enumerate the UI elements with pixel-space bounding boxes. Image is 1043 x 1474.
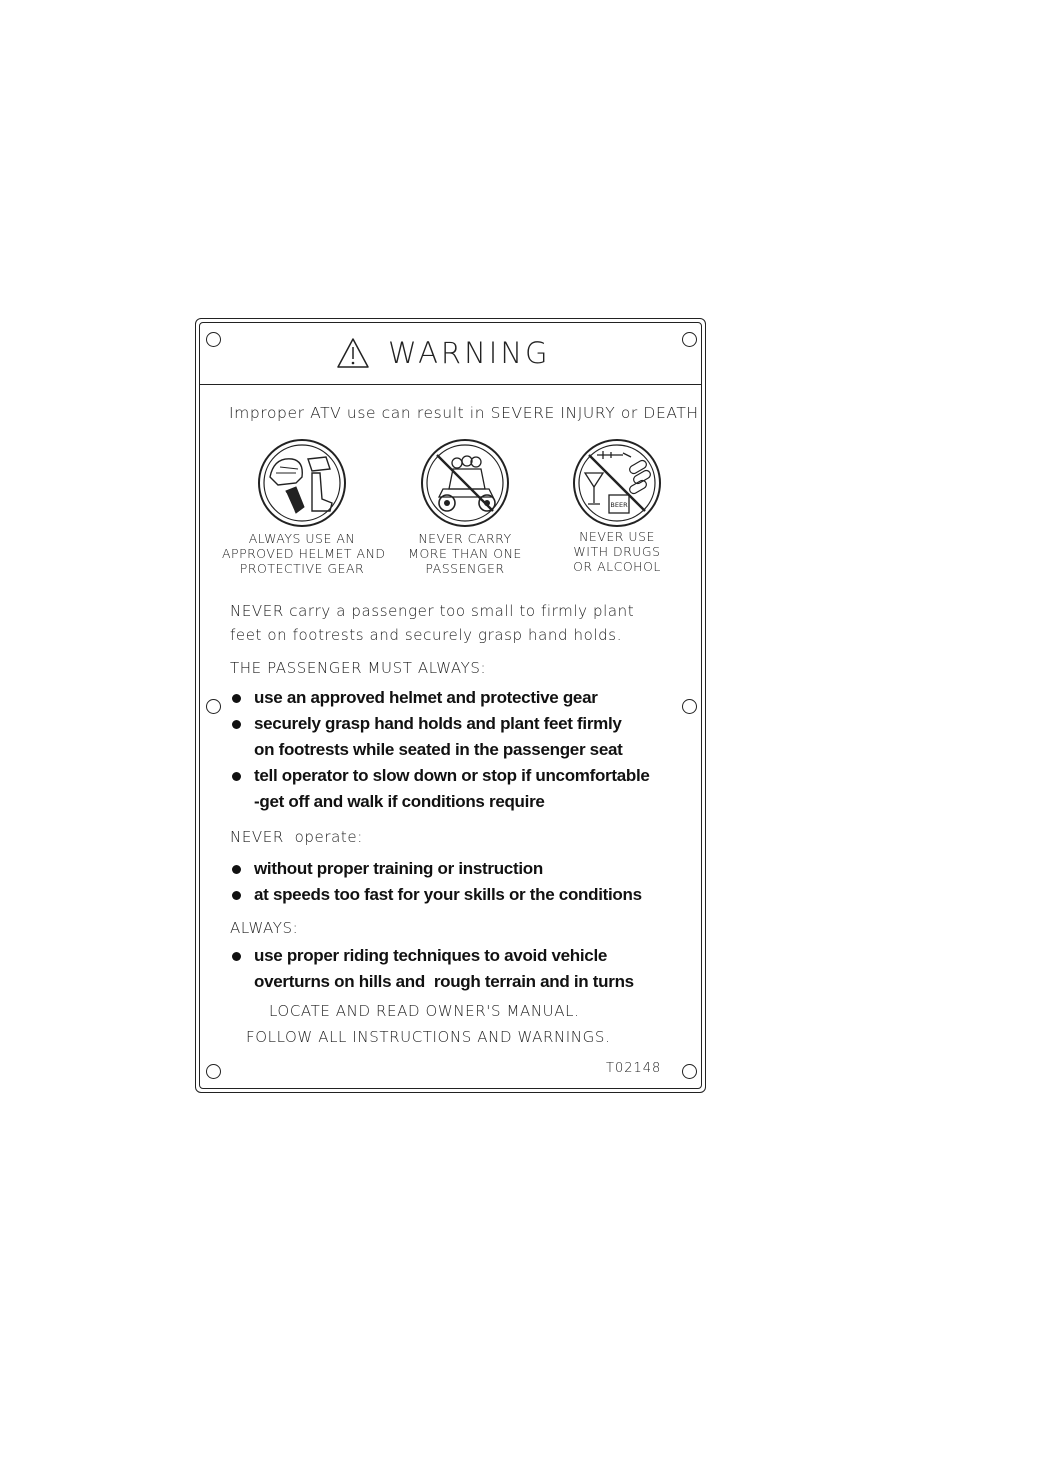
never-heading: NEVER operate:	[230, 828, 363, 846]
pictogram-passenger-caption	[385, 531, 545, 576]
pictogram-helmet	[222, 437, 386, 576]
caption-line: APPROVED HELMET AND	[222, 546, 386, 561]
pictogram-drugs-alcohol	[537, 437, 697, 574]
mounting-hole-top-left	[206, 332, 221, 347]
caption-line: MORE THAN ONE	[408, 546, 522, 561]
bullet-text	[254, 711, 623, 763]
bullet-line: securely grasp hand holds and plant feet firmly	[254, 714, 622, 733]
label-header	[336, 333, 551, 373]
passenger-note	[230, 599, 634, 647]
bullet-line: overturns on hills and rough terrain and in turns	[254, 972, 634, 991]
part-code: T02148	[606, 1061, 662, 1076]
bullet-text	[254, 763, 650, 815]
warning-triangle-icon	[336, 337, 370, 369]
pictogram-drugs-caption	[537, 529, 697, 574]
bullet-line: -get off and walk if conditions require	[254, 792, 545, 811]
bullet-dot	[232, 952, 241, 961]
mounting-hole-middle-left	[206, 699, 221, 714]
pictogram-passenger	[385, 437, 545, 576]
pictogram-row	[196, 437, 707, 587]
caption-line: NEVER CARRY	[418, 531, 512, 546]
passenger-heading: THE PASSENGER MUST ALWAYS:	[230, 659, 487, 677]
caption-line: PASSENGER	[425, 561, 505, 576]
no-drugs-alcohol-icon	[571, 437, 663, 529]
caption-line: OR ALCOHOL	[573, 559, 661, 574]
bullet-line: tell operator to slow down or stop if uncomfortable	[254, 766, 650, 785]
bullet-text: use an approved helmet and protective gear	[254, 688, 598, 707]
warning-label-plate	[195, 318, 706, 1093]
mounting-hole-bottom-right	[682, 1064, 697, 1079]
mounting-hole-bottom-left	[206, 1064, 221, 1079]
helmet-protective-gear-icon	[256, 437, 348, 529]
footer-line-1: LOCATE AND READ OWNER'S MANUAL.	[269, 1002, 580, 1020]
bullet-dot	[232, 694, 241, 703]
bullet-dot	[232, 891, 241, 900]
bullet-dot	[232, 865, 241, 874]
bullet-text: without proper training or instruction	[254, 859, 543, 878]
bullet-line: on footrests while seated in the passenger seat	[254, 740, 623, 759]
caption-line: WITH DRUGS	[573, 544, 661, 559]
bullet-text	[254, 943, 634, 995]
passenger-note-line: feet on footrests and securely grasp hand holds.	[230, 626, 623, 644]
bullet-line: use proper riding techniques to avoid vehicle	[254, 946, 608, 965]
label-title: WARNING	[388, 336, 551, 370]
bullet-dot	[232, 720, 241, 729]
intro-text: Improper ATV use can result in SEVERE INJURY or DEATH	[229, 404, 699, 422]
caption-line: PROTECTIVE GEAR	[239, 561, 365, 576]
passenger-note-line: NEVER carry a passenger too small to firmly plant	[230, 602, 635, 620]
caption-line: ALWAYS USE AN	[248, 531, 356, 546]
caption-line: NEVER USE	[579, 529, 655, 544]
bullet-text: at speeds too fast for your skills or the conditions	[254, 885, 642, 904]
bullet-dot	[232, 772, 241, 781]
header-divider	[200, 384, 701, 385]
always-heading: ALWAYS:	[230, 919, 299, 937]
mounting-hole-middle-right	[682, 699, 697, 714]
no-extra-passenger-icon	[419, 437, 511, 529]
mounting-hole-top-right	[682, 332, 697, 347]
pictogram-helmet-caption	[222, 531, 386, 576]
beer-can-text: BEER	[610, 501, 628, 509]
footer-line-2: FOLLOW ALL INSTRUCTIONS AND WARNINGS.	[246, 1028, 611, 1046]
